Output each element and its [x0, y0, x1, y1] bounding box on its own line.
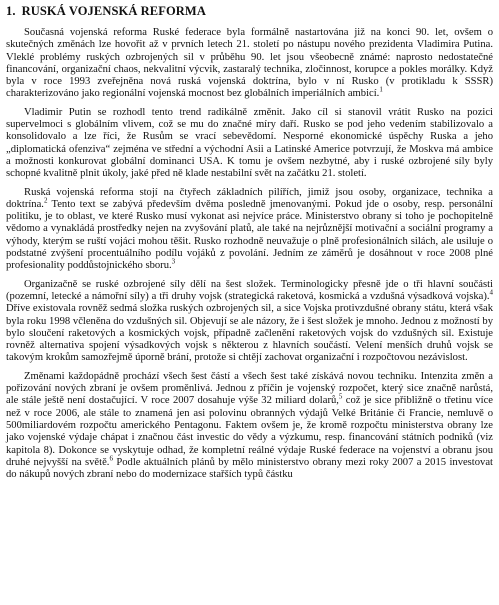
- footnote-ref[interactable]: 5: [338, 392, 343, 401]
- footnote-ref[interactable]: 6: [109, 454, 113, 463]
- footnote-ref[interactable]: 2: [43, 196, 48, 205]
- section-heading: [6, 4, 493, 19]
- paragraph-3: [6, 187, 493, 273]
- paragraph-4: [6, 279, 493, 365]
- section-title: RUSKÁ VOJENSKÁ REFORMA: [21, 4, 206, 18]
- paragraph-text: Dříve existovala rovněž sedmá složka ruských ozbrojených sil, a sice Vojska protivzdušné obrany státu, která však byla roku 1998 včleněna do vzdušných sil. Objevují se ale názory, že i šest složek je mnoho. Jednou z možností by bylo sloučení raketových a kosmických vojsk, případně začlenění raketových vojsk do vzdušných sil. Existuje rovněž alternativa spojení výsadkových vojsk s některou z hlavních součástí. Velení menších druhů vojsk se takovým krokům samozřejmě úporně brání, protože si chtějí zachovat organizační i rozpočtovou nezávislost.: [6, 303, 493, 364]
- footnote-ref[interactable]: 3: [171, 257, 176, 266]
- paragraph-text: což je sice přibližně o třetinu více než v roce 2006, ale stále to znamená jen asi polovinu obranných výdajů Velké Británie či Francie, nemluvě o 500miliardovém rozpočtu amerického Pentagonu. Faktem ovšem je, že kromě rozpočtu ministerstva obrany lze jako vojenské výdaje chápat i značnou část investic do vědy a výzkumu, resp. financování státních podniků (viz kapitola 8). Dokonce se vyskytuje odhad, že kompletní reálné výdaje Ruské federace na vojenství a obranu jsou druhé nejvyšší na světě.: [6, 395, 493, 468]
- paragraph-text: Současná vojenská reforma Ruské federace byla formálně nastartována již na konci 90. let, ovšem o skutečných změnách lze hovořit až v prvních letech 21. století po nástupu nového prezidenta Vladimira Putina. Vleklé problémy ruských ozbrojených sil v průběhu 90. let jsou všeobecně známé: naprosto nedostatečné financování, organizační chaos, nekvalitní výcvik, zastaralý technika, zločinnost, korupce a pokles morálky. Když byla v roce 1993 zveřejněna nová ruská vojenská doktrína, bylo v ní Rusko (v protikladu k SSSR) charakterizováno jako regionální vojenská mocnost bez globálních imperiálních ambicí.: [6, 27, 493, 100]
- footnote-ref[interactable]: 1: [379, 85, 383, 94]
- paragraph-text: Ruská vojenská reforma stojí na čtyřech základních pilířích, jimiž jsou osoby, organizace, technika a doktrína.: [6, 186, 493, 210]
- paragraph-text: Organizačně se ruské ozbrojené síly dělí na šest složek. Terminologicky přesně jde o tři hlavní součásti (pozemní, letecké a námořní síly) a tři druhy vojsk (strategická raketová, kosmická a vzdušná výsadková vojska).: [6, 278, 493, 302]
- paragraph-1: [6, 27, 493, 101]
- paragraph-5: [6, 371, 493, 482]
- paragraph-text: Vladimir Putin se rozhodl tento trend radikálně změnit. Jako cíl si stanovil vrátit Rusko na pozici supervelmoci s globálním vlivem, což se mu do značné míry daří. Rusko se pod jeho vedením stabilizovalo a konsolidovalo a lze říci, že Rusům se vrací sebevědomí. Nesporné ekonomické úspěchy Ruska a jeho „diplomatická ofenziva“ zejména ve střední a východní Asii a Latinské Americe potvrzují, že Moskva má ambice a možnosti konkurovat globální dominanci USA. K tomu je ovšem nezbytné, aby i ruské ozbrojené síly byly schopné kvalitně plnit úkoly, jaké před ně klade nestabilní svět na začátku 21. století.: [6, 106, 493, 180]
- paragraph-text: Tento text se zabývá především dvěma posledně jmenovanými. Pokud jde o osoby, resp. personální politiku, je to oblast, ve které Rusko musí vykonat asi nejvíce práce. Ministerstvo obrany si toho je pochopitelně vědomo a vynakládá prostředky nejen na zvyšování platů, ale také na nejrůznější motivační a sociální programy a výhody, kterým se ruští vojáci mohou těšit. Rusko rozhodně neuvažuje o plně profesionálních silách, ale usiluje o podstatné zvýšení procentuálního podílu vojáků z povolání. Jedním ze záměrů je dosáhnout v roce 2008 plné profesionality poddůstojnického sboru.: [6, 198, 493, 272]
- paragraph-text: Podle aktuálních plánů by mělo ministerstvo obrany mezi roky 2007 a 2015 investovat do nákupů nových zbraní nebo do modernizace stařších typů částku: [6, 456, 493, 481]
- paragraph-2: [6, 107, 493, 181]
- paragraph-text: Změnami každopádně prochází všech šest částí a všech šest také získává novou techniku. Intenzita změn a pořizování nových zbraní je ovšem proměnlivá. Jednou z příčin je vojenský rozpočet, který sice značně narůstá, ale stále ještě není dostačující. V roce 2007 dosahuje výše 32 miliard dolarů,: [6, 370, 493, 407]
- footnote-ref[interactable]: 4: [489, 288, 493, 297]
- section-number: 1.: [6, 4, 16, 18]
- document-page: [6, 4, 493, 604]
